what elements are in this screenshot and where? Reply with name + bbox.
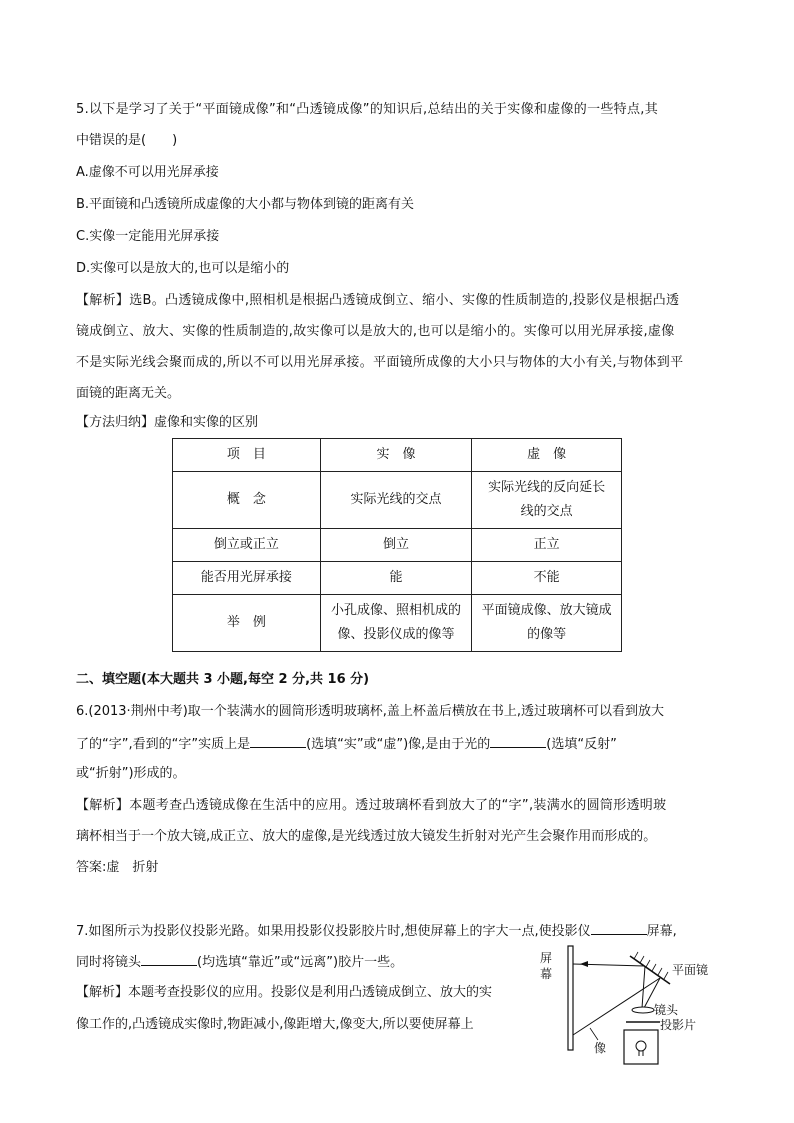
q7-analysis-line1: 【解析】本题考查投影仪的应用。投影仪是利用凸透镜成倒立、放大的实 xyxy=(76,985,493,1000)
q6-blank-2[interactable] xyxy=(490,733,546,748)
film-label: 投影片 xyxy=(660,1018,697,1032)
q6-analysis-line2: 璃杯相当于一个放大镜,成正立、放大的虚像,是光线透过放大镜发生折射对光产生会聚作用而形成的。 xyxy=(76,829,657,844)
table-row xyxy=(173,472,622,529)
reflected-ray-bottom xyxy=(573,978,660,1035)
q6-analysis-line1: 【解析】本题考查凸透镜成像在生活中的应用。透过玻璃杯看到放大了的“字”,装满水的圆筒形透明玻 xyxy=(76,798,667,813)
table-header-row xyxy=(173,439,622,472)
q5-stem-line2: 中错误的是( ) xyxy=(76,133,178,148)
q7-analysis-line2: 像工作的,凸透镜成实像时,物距减小,像距增大,像变大,所以要使屏幕上 xyxy=(76,1017,474,1032)
q5-option-a: A.虚像不可以用光屏承接 xyxy=(76,165,219,180)
incident-ray-left xyxy=(642,966,645,1008)
q7-text: 屏幕, xyxy=(646,924,677,939)
mirror-label: 平面镜 xyxy=(672,963,709,977)
q5-stem-line1: 5.以下是学习了关于“平面镜成像”和“凸透镜成像”的知识后,总结出的关于实像和虚像的一些特点,其 xyxy=(76,102,659,117)
table-row xyxy=(173,562,622,595)
q5-option-c: C.实像一定能用光屏承接 xyxy=(76,229,220,244)
projector-light-path-diagram xyxy=(530,940,730,1070)
q7-text: 7.如图所示为投影仪投影光路。如果用投影仪投影胶片时,想使屏幕上的字大一点,使投影仪 xyxy=(76,924,591,939)
table-cell: 倒立 xyxy=(320,529,472,562)
q6-stem-line3: 或“折射”)形成的。 xyxy=(76,766,186,781)
q7-blank-1[interactable] xyxy=(591,920,647,935)
table-cell: 能否用光屏承接 xyxy=(173,562,321,595)
image-pointer xyxy=(590,1028,598,1040)
q7-text: 同时将镜头 xyxy=(76,955,142,970)
q6-stem-line2 xyxy=(76,733,617,755)
q7-text: (均选填“靠近”或“远离”)胶片一些。 xyxy=(197,955,404,970)
table-cell: 实际光线的交点 xyxy=(320,472,472,529)
arrow-icon xyxy=(580,961,588,967)
q6-answer: 答案:虚 折射 xyxy=(76,860,159,875)
cell-text-line: 线的交点 xyxy=(520,504,573,519)
table-header-cell: 项 目 xyxy=(173,439,321,472)
table-cell: 倒立或正立 xyxy=(173,529,321,562)
q7-stem-line1 xyxy=(76,920,677,942)
q5-analysis-line2: 镜成倒立、放大、实像的性质制造的,故实像可以是放大的,也可以是缩小的。实像可以用光屏承接,虚像 xyxy=(76,324,675,339)
q7-stem-line2 xyxy=(76,951,403,973)
screen-label-char: 屏 xyxy=(540,951,553,965)
q6-text: (选填“实”或“虚”)像,是由于光的 xyxy=(306,737,491,752)
table-header-cell: 实 像 xyxy=(320,439,472,472)
cell-text-line: 的像等 xyxy=(527,627,567,642)
q5-analysis-line4: 面镜的距离无关。 xyxy=(76,386,181,401)
table-cell: 能 xyxy=(320,562,472,595)
lens-icon xyxy=(632,1007,654,1013)
q7-blank-2[interactable] xyxy=(141,951,197,966)
table-cell: 不能 xyxy=(472,562,622,595)
q6-blank-1[interactable] xyxy=(250,733,306,748)
cell-text-line: 平面镜成像、放大镜成 xyxy=(481,603,612,618)
cell-text-line: 小孔成像、照相机成的 xyxy=(330,603,461,618)
table-header-cell: 虚 像 xyxy=(472,439,622,472)
table-cell xyxy=(472,472,622,529)
q6-text: 了的“字”,看到的“字”实质上是 xyxy=(76,737,251,752)
table-cell: 举 例 xyxy=(173,595,321,652)
lens-label: 镜头 xyxy=(654,1003,679,1017)
q5-analysis-line3: 不是实际光线会聚而成的,所以不可以用光屏承接。平面镜所成像的大小只与物体的大小有关,与物体到平 xyxy=(76,355,684,370)
section-title: 二、填空题(本大题共 3 小题,每空 2 分,共 16 分) xyxy=(76,672,370,687)
screen-panel xyxy=(568,946,573,1050)
cell-text-line: 实际光线的反向延长 xyxy=(488,480,606,495)
cell-text-line: 像、投影仪成的像等 xyxy=(337,627,455,642)
image-label: 像 xyxy=(594,1041,607,1055)
method-summary-title: 【方法归纳】虚像和实像的区别 xyxy=(76,415,259,430)
table-cell xyxy=(320,595,472,652)
table-row xyxy=(173,529,622,562)
q6-text: (选填“反射” xyxy=(546,737,617,752)
real-virtual-image-table xyxy=(172,438,622,652)
q5-analysis-line1: 【解析】选B。凸透镜成像中,照相机是根据凸透镜成倒立、缩小、实像的性质制造的,投影仪是根据凸透 xyxy=(76,293,680,308)
bulb-icon xyxy=(636,1041,646,1051)
table-cell: 概 念 xyxy=(173,472,321,529)
table-cell xyxy=(472,595,622,652)
q6-stem-line1: 6.(2013·荆州中考)取一个装满水的圆筒形透明玻璃杯,盖上杯盖后横放在书上,透过玻璃杯可以看到放大 xyxy=(76,704,665,719)
table-row xyxy=(173,595,622,652)
q5-option-d: D.实像可以是放大的,也可以是缩小的 xyxy=(76,261,290,276)
table-cell: 正立 xyxy=(472,529,622,562)
q5-option-b: B.平面镜和凸透镜所成虚像的大小都与物体到镜的距离有关 xyxy=(76,197,415,212)
screen-label-char: 幕 xyxy=(540,967,553,981)
